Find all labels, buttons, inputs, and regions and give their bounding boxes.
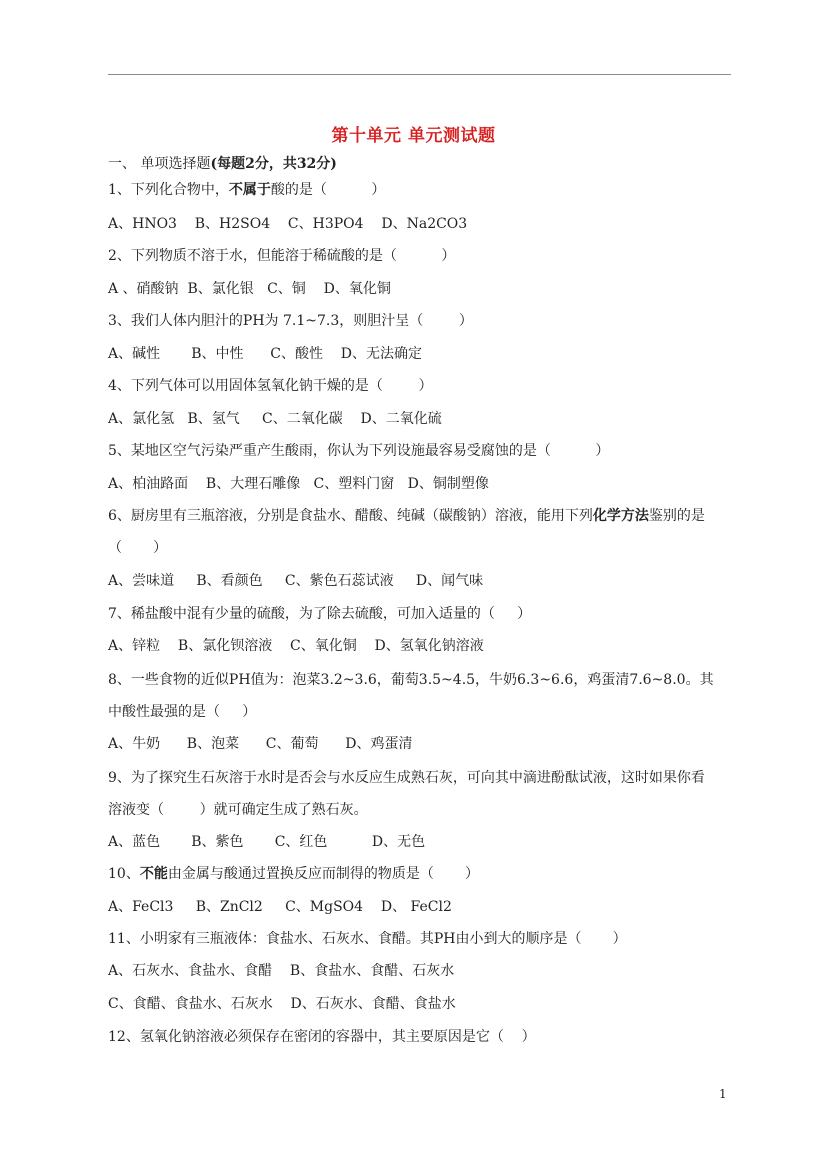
question-line bbox=[108, 800, 368, 820]
line-text: （ ） bbox=[108, 540, 168, 556]
question-line bbox=[108, 1027, 536, 1047]
question-line bbox=[108, 604, 531, 624]
line-text: 12、氢氧化钠溶液必须保存在密闭的容器中，其主要原因是它（ ） bbox=[108, 1029, 536, 1045]
line-text: A、FeCl3 B、ZnCl2 C、MgSO4 D、 FeCl2 bbox=[108, 899, 452, 915]
line-text: A、锌粒 B、氯化钡溶液 C、氧化铜 D、氢氧化钠溶液 bbox=[108, 638, 484, 654]
question-line bbox=[108, 279, 391, 299]
question-line bbox=[108, 897, 452, 917]
question-line bbox=[108, 409, 442, 429]
question-line bbox=[108, 344, 422, 364]
line-text: 6、厨房里有三瓶溶液，分别是食盐水、醋酸、纯碱（碳酸钠）溶液，能用下列 bbox=[108, 508, 593, 524]
section-heading-points: (每题2分，共32分) bbox=[210, 156, 337, 172]
line-text: 溶液变（ ）就可确定生成了熟石灰。 bbox=[108, 802, 368, 818]
line-text: 2、下列物质不溶于水，但能溶于稀硫酸的是（ ） bbox=[108, 248, 456, 264]
section-heading-prefix: 一、 单项选择题 bbox=[108, 156, 211, 172]
line-text: 11、小明家有三瓶液体：食盐水、石灰水、食醋。其PH由小到大的顺序是（ ） bbox=[108, 931, 627, 947]
question-line bbox=[108, 538, 167, 558]
line-text: A、尝味道 B、看颜色 C、紫色石蕊试液 D、闻气味 bbox=[108, 573, 484, 589]
question-line bbox=[108, 670, 714, 690]
line-text: 1、下列化合物中， bbox=[108, 182, 229, 198]
question-line bbox=[108, 961, 454, 981]
line-text: 酸的是（ ） bbox=[270, 182, 386, 198]
line-text: 5、某地区空气污染严重产生酸雨，你认为下列设施最容易受腐蚀的是（ ） bbox=[108, 443, 610, 459]
line-text: A、碱性 B、中性 C、酸性 D、无法确定 bbox=[108, 346, 422, 362]
line-text: 8、一些食物的近似PH值为：泡菜3.2~3.6，葡萄3.5~4.5，牛奶6.3~6.6，鸡蛋清7.6~8.0。其 bbox=[108, 672, 714, 688]
question-line bbox=[108, 734, 412, 754]
line-text: A、HNO3 B、H2SO4 C、H3PO4 D、Na2CO3 bbox=[108, 216, 468, 232]
line-text: A、氯化氢 B、氢气 C、二氧化碳 D、二氧化硫 bbox=[108, 411, 442, 427]
question-line bbox=[108, 929, 627, 949]
line-text: 由金属与酸通过置换反应而制得的物质是（ ） bbox=[167, 866, 479, 882]
line-text: 7、稀盐酸中混有少量的硫酸，为了除去硫酸，可加入适量的（ ） bbox=[108, 606, 532, 622]
line-text: 鉴别的是 bbox=[648, 508, 705, 524]
question-line bbox=[108, 376, 433, 396]
question-line bbox=[108, 994, 456, 1014]
question-line bbox=[108, 180, 385, 200]
question-line bbox=[108, 246, 455, 266]
question-line bbox=[108, 441, 609, 461]
page-title: 第十单元 单元测试题 bbox=[331, 126, 496, 146]
line-text: A、石灰水、食盐水、食醋 B、食盐水、食醋、石灰水 bbox=[108, 963, 455, 979]
line-text: A、蓝色 B、紫色 C、红色 D、无色 bbox=[108, 834, 426, 850]
question-line bbox=[108, 571, 483, 591]
line-text: C、食醋、食盐水、石灰水 D、石灰水、食醋、食盐水 bbox=[108, 996, 456, 1012]
line-text: 中酸性最强的是（ ） bbox=[108, 704, 257, 720]
question-line bbox=[108, 864, 479, 884]
page-number: 1 bbox=[719, 1087, 727, 1101]
question-line bbox=[108, 636, 484, 656]
header-rule bbox=[108, 74, 731, 75]
section-heading bbox=[108, 154, 337, 174]
emphasized-text: 化学方法 bbox=[592, 508, 649, 524]
question-line bbox=[108, 832, 425, 852]
line-text: 3、我们人体内胆汁的PH为 7.1~7.3，则胆汁呈（ ） bbox=[108, 313, 473, 329]
line-text: 10、 bbox=[108, 866, 140, 882]
line-text: A、牛奶 B、泡菜 C、葡萄 D、鸡蛋清 bbox=[108, 736, 413, 752]
line-text: A 、硝酸钠 B、氯化银 C、铜 D、氧化铜 bbox=[108, 281, 391, 297]
line-text: 4、下列气体可以用固体氢氧化钠干燥的是（ ） bbox=[108, 378, 433, 394]
line-text: 9、为了探究生石灰溶于水时是否会与水反应生成熟石灰，可向其中滴进酚酞试液，这时如果你看 bbox=[108, 770, 705, 786]
question-line bbox=[108, 506, 705, 526]
question-line bbox=[108, 768, 705, 788]
question-line bbox=[108, 702, 256, 722]
question-line bbox=[108, 474, 489, 494]
line-text: A、柏油路面 B、大理石雕像 C、塑料门窗 D、铜制塑像 bbox=[108, 476, 489, 492]
emphasized-text: 不属于 bbox=[228, 182, 271, 198]
question-line bbox=[108, 214, 467, 234]
question-line bbox=[108, 311, 473, 331]
emphasized-text: 不能 bbox=[139, 866, 168, 882]
